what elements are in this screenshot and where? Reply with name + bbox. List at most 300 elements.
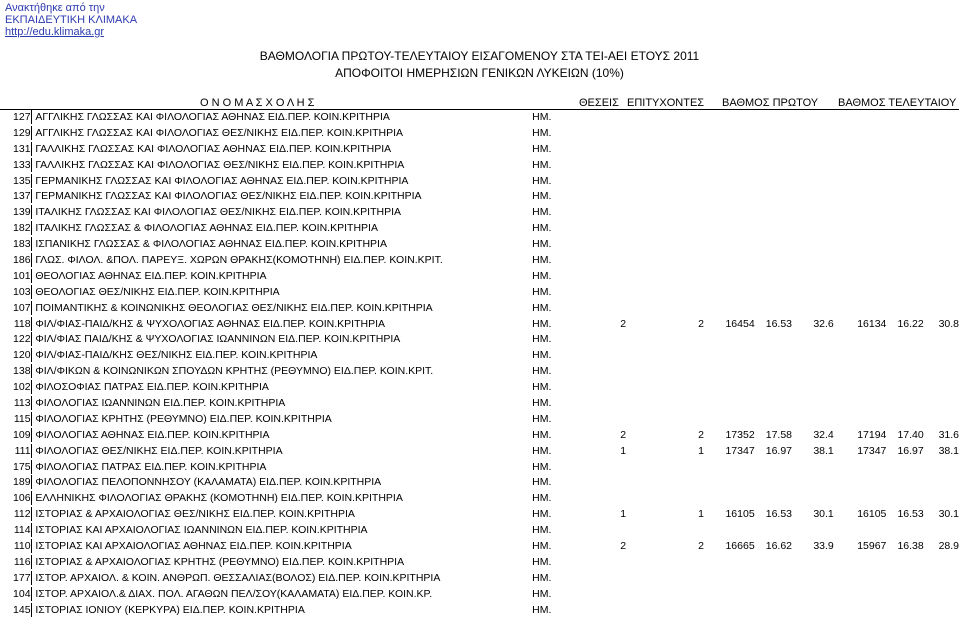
table-row	[6, 285, 959, 299]
row-first-score	[755, 523, 792, 537]
row-last-grade	[924, 380, 959, 394]
row-first-grade	[792, 348, 834, 362]
row-last-grade	[924, 571, 959, 585]
row-type: ΗΜ.	[532, 460, 552, 473]
table-row	[6, 348, 959, 362]
row-first-score: 16.53	[765, 317, 793, 330]
row-last-rank: 16134	[857, 317, 887, 330]
row-last-rank	[834, 348, 887, 362]
row-last-grade	[924, 110, 959, 124]
row-type: ΗΜ.	[532, 317, 552, 330]
row-first-score	[755, 142, 792, 156]
row-last-rank	[834, 189, 887, 203]
row-successful	[626, 301, 704, 315]
row-last-rank	[834, 205, 887, 219]
row-successful	[626, 142, 704, 156]
row-first-rank	[704, 221, 755, 235]
table-row	[6, 174, 959, 188]
row-last-grade	[924, 158, 959, 172]
row-school-name: ΙΣΤΟΡΙΑΣ ΙΟΝΙΟΥ (ΚΕΡΚΥΡΑ) ΕΙΔ.ΠΕΡ. ΚΟΙΝ.ΚΡΙΤΗΡΙΑ	[35, 603, 305, 616]
row-first-score	[755, 587, 792, 601]
row-first-rank	[704, 174, 755, 188]
row-first-grade	[792, 491, 834, 505]
row-seats	[571, 475, 626, 489]
page-subtitle: ΑΠΟΦΟΙΤΟΙ ΗΜΕΡΗΣΙΩΝ ΓΕΝΙΚΩΝ ΛΥΚΕΙΩΝ (10%)	[335, 66, 624, 80]
row-last-grade: 30.1	[938, 508, 959, 521]
row-code: 114	[13, 524, 31, 537]
row-last-grade	[924, 364, 959, 378]
row-last-score	[886, 555, 923, 569]
row-first-score	[755, 221, 792, 235]
row-successful	[626, 269, 704, 283]
table-row	[6, 317, 959, 331]
row-seats	[571, 380, 626, 394]
row-first-rank	[704, 396, 755, 410]
row-successful: 2	[698, 428, 704, 441]
row-first-score	[755, 348, 792, 362]
row-last-score	[886, 301, 923, 315]
row-code: 183	[13, 238, 31, 251]
row-last-score	[886, 523, 923, 537]
row-successful	[626, 380, 704, 394]
column-header-seats: ΘΕΣΕΙΣ	[579, 97, 619, 109]
row-school-name: ΙΣΤΟΡ. ΑΡΧΑΙΟΛ.& ΔΙΑΧ. ΠΟΛ. ΑΓΑΘΩΝ ΠΕΛ/ΣΟΥ(ΚΑΛΑΜΑΤΑ) ΕΙΔ.ΠΕΡ. ΚΟΙΝ.ΚΡ.	[35, 587, 433, 600]
row-school-name: ΘΕΟΛΟΓΙΑΣ ΑΘΗΝΑΣ ΕΙΔ.ΠΕΡ. ΚΟΙΝ.ΚΡΙΤΗΡΙΑ	[35, 269, 267, 282]
row-successful	[626, 523, 704, 537]
row-first-rank	[704, 348, 755, 362]
row-seats	[571, 126, 626, 140]
row-school-name: ΑΓΓΛΙΚΗΣ ΓΛΩΣΣΑΣ ΚΑΙ ΦΙΛΟΛΟΓΙΑΣ ΑΘΗΝΑΣ ΕΙΔ.ΠΕΡ. ΚΟΙΝ.ΚΡΙΤΗΡΙΑ	[35, 111, 390, 123]
row-type: ΗΜ.	[532, 158, 552, 171]
row-successful	[626, 587, 704, 601]
row-school-name: ΠΟΙΜΑΝΤΙΚΗΣ & ΚΟΙΝΩΝΙΚΗΣ ΘΕΟΛΟΓΙΑΣ ΘΕΣ/ΝΙΚΗΣ ΕΙΔ.ΠΕΡ. ΚΟΙΝ.ΚΡΙΤΗΡΙΑ	[35, 301, 433, 314]
row-school-name: ΙΣΤΟΡΙΑΣ ΚΑΙ ΑΡΧΑΙΟΛΟΓΙΑΣ ΑΘΗΝΑΣ ΕΙΔ.ΠΕΡ. ΚΟΙΝ.ΚΡΙΤΗΡΙΑ	[35, 540, 352, 553]
row-school-name: ΦΙΛΟΛΟΓΙΑΣ ΑΘΗΝΑΣ ΕΙΔ.ΠΕΡ. ΚΟΙΝ.ΚΡΙΤΗΡΙΑ	[35, 428, 270, 441]
row-seats	[571, 571, 626, 585]
row-code: 118	[13, 317, 31, 330]
row-successful	[626, 412, 704, 426]
row-school-name: ΙΣΤΟΡΙΑΣ & ΑΡΧΑΙΟΛΟΓΙΑΣ ΚΡΗΤΗΣ (ΡΕΘΥΜΝΟ) ΕΙΔ.ΠΕΡ. ΚΟΙΝ.ΚΡΙΤΗΡΙΑ	[35, 555, 405, 568]
row-last-grade	[924, 587, 959, 601]
row-first-score	[755, 269, 792, 283]
table-row	[6, 269, 959, 283]
row-last-score	[886, 174, 923, 188]
row-seats	[571, 364, 626, 378]
row-first-score	[755, 491, 792, 505]
row-seats	[571, 301, 626, 315]
row-last-grade	[924, 221, 959, 235]
row-last-score	[886, 110, 923, 124]
row-last-rank: 15967	[857, 540, 887, 553]
row-school-name: ΓΕΡΜΑΝΙΚΗΣ ΓΛΩΣΣΑΣ ΚΑΙ ΦΙΛΟΛΟΓΙΑΣ ΑΘΗΝΑΣ ΕΙΔ.ΠΕΡ. ΚΟΙΝ.ΚΡΙΤΗΡΙΑ	[35, 174, 409, 187]
row-code: 177	[13, 571, 31, 584]
table-row	[6, 412, 959, 426]
row-successful	[626, 555, 704, 569]
row-first-score	[755, 237, 792, 251]
row-type: ΗΜ.	[532, 587, 552, 600]
row-successful	[626, 158, 704, 172]
row-code: 120	[13, 349, 31, 362]
row-successful	[626, 126, 704, 140]
row-seats	[571, 285, 626, 299]
row-type: ΗΜ.	[532, 365, 552, 378]
row-last-score	[886, 412, 923, 426]
row-first-rank	[704, 205, 755, 219]
row-last-score	[886, 205, 923, 219]
table-row	[6, 237, 959, 251]
row-first-rank: 16454	[725, 317, 755, 330]
row-successful	[626, 189, 704, 203]
row-school-name: ΙΣΤΟΡΙΑΣ ΚΑΙ ΑΡΧΑΙΟΛΟΓΙΑΣ ΙΩΑΝΝΙΝΩΝ ΕΙΔ.ΠΕΡ. ΚΟΙΝ.ΚΡΙΤΗΡΙΑ	[35, 524, 368, 537]
row-last-grade: 28.9	[938, 540, 959, 553]
row-last-grade	[924, 237, 959, 251]
row-code: 175	[13, 460, 31, 473]
row-first-rank	[704, 110, 755, 124]
row-first-rank	[704, 571, 755, 585]
row-first-grade: 38.1	[813, 444, 834, 457]
row-code: 116	[13, 555, 31, 568]
row-first-rank	[704, 158, 755, 172]
row-type: ΗΜ.	[532, 333, 552, 346]
row-type: ΗΜ.	[532, 190, 552, 203]
row-seats	[571, 253, 626, 267]
table-row	[6, 428, 959, 442]
row-code: 110	[13, 540, 31, 553]
row-first-rank: 17352	[725, 428, 755, 441]
row-first-rank	[704, 301, 755, 315]
row-school-name: ΕΛΛΗΝΙΚΗΣ ΦΙΛΟΛΟΓΙΑΣ ΘΡΑΚΗΣ (ΚΟΜΟΤΗΝΗ) ΕΙΔ.ΠΕΡ. ΚΟΙΝ.ΚΡΙΤΗΡΙΑ	[35, 492, 403, 505]
column-header-last-score: ΒΑΘΜΟΣ ΤΕΛΕΥΤΑΙΟΥ	[838, 97, 957, 109]
row-first-score	[755, 205, 792, 219]
row-first-grade	[792, 189, 834, 203]
row-school-name: ΦΙΛΟΛΟΓΙΑΣ ΠΕΛΟΠΟΝΝΗΣΟΥ (ΚΑΛΑΜΑΤΑ) ΕΙΔ.ΠΕΡ. ΚΟΙΝ.ΚΡΙΤΗΡΙΑ	[35, 476, 382, 489]
row-first-rank: 17347	[725, 444, 755, 457]
table-row	[6, 603, 959, 617]
row-successful	[626, 491, 704, 505]
row-last-rank	[834, 523, 887, 537]
row-code: 106	[13, 492, 31, 505]
row-code: 127	[13, 111, 31, 123]
row-first-grade	[792, 221, 834, 235]
row-school-name: ΦΙΛΟΛΟΓΙΑΣ ΚΡΗΤΗΣ (ΡΕΘΥΜΝΟ) ΕΙΔ.ΠΕΡ. ΚΟΙΝ.ΚΡΙΤΗΡΙΑ	[35, 412, 332, 425]
row-first-rank	[704, 237, 755, 251]
row-last-grade	[924, 269, 959, 283]
row-type: ΗΜ.	[532, 174, 552, 187]
row-last-score	[886, 253, 923, 267]
row-last-rank	[834, 253, 887, 267]
row-last-score: 16.22	[897, 317, 924, 330]
row-first-grade	[792, 364, 834, 378]
row-first-rank	[704, 142, 755, 156]
row-first-grade: 30.1	[813, 508, 834, 521]
row-last-score: 17.40	[897, 428, 924, 441]
row-last-grade	[924, 412, 959, 426]
row-last-rank	[834, 285, 887, 299]
row-last-grade	[924, 285, 959, 299]
row-first-score	[755, 603, 792, 617]
row-last-rank	[834, 555, 887, 569]
source-line-1: Ανακτήθηκε από την	[5, 2, 105, 14]
column-header-school: Ο Ν Ο Μ Α Σ Χ Ο Λ Η Σ	[200, 97, 315, 109]
row-successful	[626, 603, 704, 617]
row-first-score	[755, 332, 792, 346]
row-last-rank	[834, 364, 887, 378]
row-last-grade	[924, 332, 959, 346]
row-last-rank	[834, 110, 887, 124]
row-last-grade	[924, 126, 959, 140]
row-first-rank	[704, 253, 755, 267]
row-type: ΗΜ.	[532, 238, 552, 251]
table-row	[6, 396, 959, 410]
row-seats	[571, 237, 626, 251]
row-successful	[626, 110, 704, 124]
table-row	[6, 539, 959, 553]
row-type: ΗΜ.	[532, 476, 552, 489]
row-first-score	[755, 174, 792, 188]
row-code: 111	[14, 444, 31, 457]
row-first-rank	[704, 364, 755, 378]
table-row	[6, 110, 959, 124]
row-type: ΗΜ.	[532, 444, 552, 457]
row-last-score: 16.97	[897, 444, 924, 457]
row-school-name: ΙΣΤΟΡΙΑΣ & ΑΡΧΑΙΟΛΟΓΙΑΣ ΘΕΣ/ΝΙΚΗΣ ΕΙΔ.ΠΕΡ. ΚΟΙΝ.ΚΡΙΤΗΡΙΑ	[35, 508, 355, 521]
row-last-grade: 31.6	[938, 428, 959, 441]
row-type: ΗΜ.	[532, 222, 552, 235]
row-successful: 1	[698, 444, 704, 457]
row-first-score	[755, 301, 792, 315]
row-type: ΗΜ.	[532, 126, 552, 139]
row-code: 122	[13, 333, 31, 346]
row-last-rank: 16105	[857, 508, 887, 521]
row-last-grade	[924, 205, 959, 219]
row-type: ΗΜ.	[532, 492, 552, 505]
row-last-score	[886, 460, 923, 474]
row-last-rank	[834, 332, 887, 346]
table-row	[6, 475, 959, 489]
table-row	[6, 253, 959, 267]
row-code: 133	[13, 158, 31, 171]
row-first-rank	[704, 587, 755, 601]
row-last-score: 16.38	[897, 540, 924, 553]
row-school-name: ΦΙΛ/ΦΙΚΩΝ & ΚΟΙΝΩΝΙΚΩΝ ΣΠΟΥΔΩΝ ΚΡΗΤΗΣ (ΡΕΘΥΜΝΟ) ΕΙΔ.ΠΕΡ. ΚΟΙΝ.ΚΡΙΤ.	[35, 365, 434, 378]
row-first-grade	[792, 555, 834, 569]
row-seats	[571, 332, 626, 346]
row-code: 104	[13, 587, 31, 600]
row-first-grade: 32.4	[813, 428, 834, 441]
row-school-name: ΓΑΛΛΙΚΗΣ ΓΛΩΣΣΑΣ ΚΑΙ ΦΙΛΟΛΟΓΙΑΣ ΘΕΣ/ΝΙΚΗΣ ΕΙΔ.ΠΕΡ. ΚΟΙΝ.ΚΡΙΤΗΡΙΑ	[35, 158, 405, 171]
row-successful: 1	[698, 508, 704, 521]
page-title: ΒΑΘΜΟΛΟΓΙΑ ΠΡΩΤΟΥ-ΤΕΛΕΥΤΑΙΟΥ ΕΙΣΑΓΟΜΕΝΟΥ ΣΤΑ ΤΕΙ-ΑΕΙ ΕΤΟΥΣ 2011	[259, 49, 700, 63]
row-first-grade	[792, 475, 834, 489]
row-school-name: ΦΙΛΟΛΟΓΙΑΣ ΘΕΣ/ΝΙΚΗΣ ΕΙΔ.ΠΕΡ. ΚΟΙΝ.ΚΡΙΤΗΡΙΑ	[35, 444, 283, 457]
row-seats	[571, 174, 626, 188]
row-first-grade	[792, 110, 834, 124]
row-last-grade	[924, 523, 959, 537]
row-code: 135	[13, 174, 31, 187]
row-seats: 1	[620, 508, 627, 521]
row-school-name: ΓΑΛΛΙΚΗΣ ΓΛΩΣΣΑΣ ΚΑΙ ΦΙΛΟΛΟΓΙΑΣ ΑΘΗΝΑΣ ΕΙΔ.ΠΕΡ. ΚΟΙΝ.ΚΡΙΤΗΡΙΑ	[35, 142, 392, 155]
table-row	[6, 571, 959, 585]
row-last-grade	[924, 189, 959, 203]
row-first-score	[755, 126, 792, 140]
row-first-score	[755, 253, 792, 267]
row-code: 139	[13, 206, 31, 219]
row-last-rank	[834, 174, 887, 188]
row-first-grade	[792, 332, 834, 346]
row-successful	[626, 285, 704, 299]
row-type: ΗΜ.	[532, 603, 552, 616]
row-first-grade	[792, 158, 834, 172]
row-seats	[571, 221, 626, 235]
table-row	[6, 444, 959, 458]
row-code: 112	[13, 508, 31, 521]
row-code: 131	[13, 142, 31, 155]
row-first-grade	[792, 603, 834, 617]
row-last-score	[886, 221, 923, 235]
row-last-grade	[924, 348, 959, 362]
row-last-score	[886, 189, 923, 203]
row-last-score	[886, 285, 923, 299]
row-first-rank	[704, 126, 755, 140]
row-first-grade: 32.6	[813, 317, 834, 330]
table-row	[6, 158, 959, 172]
row-school-name: ΓΛΩΣ. ΦΙΛΟΛ. &ΠΟΛ. ΠΑΡΕΥΞ. ΧΩΡΩΝ ΘΡΑΚΗΣ(ΚΟΜΟΤΗΝΗ) ΕΙΔ.ΠΕΡ. ΚΟΙΝ.ΚΡΙΤ.	[35, 254, 443, 267]
table-row	[6, 364, 959, 378]
row-school-name: ΦΙΛ/ΦΙΑΣ ΠΑΙΔ/ΚΗΣ & ΨΥΧΟΛΟΓΙΑΣ ΙΩΑΝΝΙΝΩΝ ΕΙΔ.ΠΕΡ. ΚΟΙΝ.ΚΡΙΤΗΡΙΑ	[35, 333, 401, 346]
row-type: ΗΜ.	[532, 254, 552, 267]
row-seats	[571, 189, 626, 203]
row-last-score	[886, 364, 923, 378]
row-last-score	[886, 396, 923, 410]
row-seats	[571, 587, 626, 601]
row-first-rank	[704, 491, 755, 505]
source-line-2: ΕΚΠΑΙΔΕΥΤΙΚΗ ΚΛΙΜΑΚΑ	[5, 14, 138, 26]
row-type: ΗΜ.	[532, 142, 552, 155]
row-type: ΗΜ.	[532, 111, 552, 123]
row-first-score	[755, 158, 792, 172]
row-school-name: ΙΣΠΑΝΙΚΗΣ ΓΛΩΣΣΑΣ & ΦΙΛΟΛΟΓΙΑΣ ΑΘΗΝΑΣ ΕΙΔ.ΠΕΡ. ΚΟΙΝ.ΚΡΙΤΗΡΙΑ	[35, 238, 387, 251]
row-type: ΗΜ.	[532, 428, 552, 441]
source-header	[5, 2, 137, 38]
row-code: 145	[13, 603, 31, 616]
row-first-score	[755, 460, 792, 474]
row-type: ΗΜ.	[532, 555, 552, 568]
row-last-rank	[834, 301, 887, 315]
row-first-grade	[792, 587, 834, 601]
table-row	[6, 523, 959, 537]
row-last-score	[886, 348, 923, 362]
row-successful	[626, 475, 704, 489]
row-last-grade	[924, 301, 959, 315]
row-code: 186	[13, 254, 31, 267]
row-last-rank: 17194	[857, 428, 887, 441]
row-last-grade	[924, 174, 959, 188]
row-type: ΗΜ.	[532, 301, 552, 314]
row-last-score	[886, 142, 923, 156]
row-seats	[571, 555, 626, 569]
row-last-rank	[834, 460, 887, 474]
row-last-score	[886, 491, 923, 505]
row-school-name: ΙΤΑΛΙΚΗΣ ΓΛΩΣΣΑΣ & ΦΙΛΟΛΟΓΙΑΣ ΑΘΗΝΑΣ ΕΙΔ.ΠΕΡ. ΚΟΙΝ.ΚΡΙΤΗΡΙΑ	[35, 222, 378, 235]
row-last-rank: 17347	[857, 444, 887, 457]
row-first-grade	[792, 237, 834, 251]
row-type: ΗΜ.	[532, 540, 552, 553]
row-first-score	[755, 380, 792, 394]
row-school-name: ΦΙΛ/ΦΙΑΣ-ΠΑΙΔ/ΚΗΣ ΘΕΣ/ΝΙΚΗΣ ΕΙΔ.ΠΕΡ. ΚΟΙΝ.ΚΡΙΤΗΡΙΑ	[35, 349, 318, 362]
row-last-score	[886, 571, 923, 585]
row-first-score: 17.58	[765, 428, 793, 441]
row-type: ΗΜ.	[532, 206, 552, 219]
row-first-grade: 33.9	[813, 540, 834, 553]
row-school-name: ΙΤΑΛΙΚΗΣ ΓΛΩΣΣΑΣ ΚΑΙ ΦΙΛΟΛΟΓΙΑΣ ΘΕΣ/ΝΙΚΗΣ ΕΙΔ.ΠΕΡ. ΚΟΙΝ.ΚΡΙΤΗΡΙΑ	[35, 206, 401, 219]
row-last-grade	[924, 555, 959, 569]
row-type: ΗΜ.	[532, 397, 552, 410]
row-successful	[626, 332, 704, 346]
row-seats	[571, 460, 626, 474]
row-seats	[571, 205, 626, 219]
row-last-rank	[834, 475, 887, 489]
row-last-rank	[834, 491, 887, 505]
table-row	[6, 205, 959, 219]
row-last-grade	[924, 142, 959, 156]
row-first-score	[755, 396, 792, 410]
row-last-grade	[924, 253, 959, 267]
row-last-score	[886, 269, 923, 283]
row-last-grade: 38.1	[938, 444, 959, 457]
source-link[interactable]: http://edu.klimaka.gr	[5, 26, 105, 38]
row-successful	[626, 174, 704, 188]
row-first-grade	[792, 396, 834, 410]
table-row	[6, 380, 959, 394]
row-code: 129	[13, 126, 31, 139]
row-successful	[626, 205, 704, 219]
row-code: 107	[13, 301, 31, 314]
table-row	[6, 126, 959, 140]
row-first-grade	[792, 126, 834, 140]
row-seats	[571, 158, 626, 172]
row-seats	[571, 603, 626, 617]
row-last-score	[886, 126, 923, 140]
row-code: 137	[13, 190, 31, 203]
row-successful: 2	[698, 317, 704, 330]
row-first-rank	[704, 269, 755, 283]
row-last-rank	[834, 237, 887, 251]
row-seats: 2	[620, 428, 627, 441]
row-first-grade	[792, 523, 834, 537]
row-last-grade	[924, 491, 959, 505]
row-last-score	[886, 603, 923, 617]
row-first-rank: 16665	[725, 540, 755, 553]
table-row	[6, 221, 959, 235]
row-seats: 2	[620, 540, 627, 553]
row-type: ΗΜ.	[532, 381, 552, 394]
row-last-score	[886, 380, 923, 394]
row-first-grade	[792, 205, 834, 219]
row-type: ΗΜ.	[532, 285, 552, 298]
row-last-grade	[924, 603, 959, 617]
row-first-rank: 16105	[725, 508, 755, 521]
row-first-rank	[704, 189, 755, 203]
row-last-rank	[834, 587, 887, 601]
row-code: 101	[13, 269, 31, 282]
row-last-grade	[924, 475, 959, 489]
row-successful	[626, 460, 704, 474]
table-row	[6, 587, 959, 601]
row-successful	[626, 364, 704, 378]
row-last-grade	[924, 460, 959, 474]
row-last-rank	[834, 126, 887, 140]
row-first-rank	[704, 412, 755, 426]
